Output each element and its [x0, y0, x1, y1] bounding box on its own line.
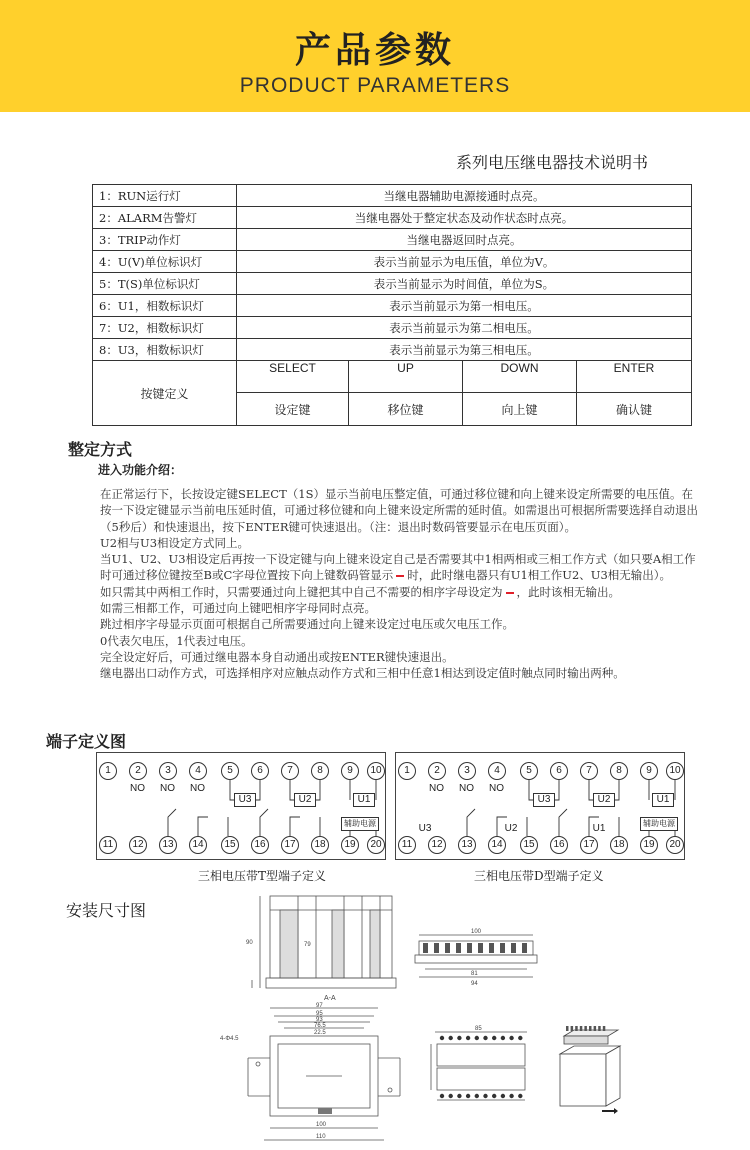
terminal-6: 6 [251, 762, 269, 780]
key-down [463, 360, 577, 426]
terminal-tooth [511, 943, 516, 953]
key-enter [577, 360, 691, 426]
terminal-tooth [423, 943, 428, 953]
dim-d100: 100 [471, 929, 482, 935]
terminal-strip-drawing [405, 925, 545, 990]
spec-row [93, 295, 692, 317]
terminal-9: 9 [640, 762, 658, 780]
terminal-tooth [478, 943, 483, 953]
terminal-16: 16 [550, 836, 568, 854]
setting-heading: 整定方式 [68, 440, 133, 459]
dim-w95: 95 [316, 1011, 323, 1017]
screw-dot [440, 1036, 444, 1040]
dim-d81: 81 [471, 971, 478, 977]
paragraph: 继电器出口动作方式，可选择相序对应触点动作方式和三相中任意1相达到设定值时触点同时输出两种。 [100, 666, 625, 681]
dim-w93: 93 [316, 1017, 323, 1023]
document-title: 系列电压继电器技术说明书 [456, 153, 649, 172]
dim-h90: 90 [246, 940, 253, 946]
spec-row [93, 251, 692, 273]
terminal-15: 15 [520, 836, 538, 854]
dim-d85: 85 [475, 1026, 482, 1032]
terminal-19: 19 [341, 836, 359, 854]
indicator-table [92, 184, 692, 361]
terminal-16: 16 [251, 836, 269, 854]
paragraph: 完全设定好后，可通过继电器本身自动通出或按ENTER键快速退出。 [100, 649, 454, 664]
screw-dot [492, 1036, 496, 1040]
dim-h79: 79 [304, 942, 311, 948]
u3-label: U3 [533, 793, 555, 807]
dim-w22: 22.5 [314, 1030, 326, 1036]
terminal-13: 13 [159, 836, 177, 854]
side-view-drawing [240, 888, 400, 1008]
u2-label: U2 [504, 823, 518, 834]
section-aa: A-A [324, 995, 336, 1002]
screw-dot [518, 1094, 522, 1098]
terminal-15: 15 [221, 836, 239, 854]
terminal-14: 14 [488, 836, 506, 854]
pin [594, 1026, 597, 1031]
screw-dot [509, 1036, 513, 1040]
no-label: NO [459, 783, 474, 794]
banner-title-cn: 产品参数 [294, 30, 455, 71]
screw-dot [475, 1036, 479, 1040]
screw-dot [449, 1036, 453, 1040]
dim-w97: 97 [316, 1003, 323, 1009]
spec-row [93, 185, 692, 207]
paragraph: 在正常运行下，长按设定键SELECT（1S）显示当前电压整定值，可通过移位键和向上键来设定所需要的电压值。在按一下设定键显示当前电压延时值，可通过移位键和向上键来设定所需的延时值。如需退出可根据所需要选择自动退出（5秒后）和快速退出，按下ENTER键可快速退出。（注：退出时数码管要显示在电压页面）。 [100, 487, 698, 534]
indicator-desc: 表示当前显示为电压值，单位为V。 [237, 251, 692, 273]
dim-w100: 100 [316, 1122, 327, 1128]
pin [575, 1026, 578, 1031]
paragraph [100, 551, 700, 584]
terminal-17: 17 [580, 836, 598, 854]
terminal-4: 4 [488, 762, 506, 780]
spec-row [93, 339, 692, 361]
dim-f42: 4-Φ4.5 [220, 1036, 239, 1042]
terminal-tooth [434, 943, 439, 953]
terminal-tooth [445, 943, 450, 953]
screw-dot [509, 1094, 513, 1098]
indicator-name: 2：ALARM告警灯 [93, 207, 237, 229]
dash-symbol [506, 592, 514, 594]
indicator-desc: 表示当前显示为第一相电压。 [237, 295, 692, 317]
indicator-name: 8：U3，相数标识灯 [93, 339, 237, 361]
indicator-desc: 当继电器处于整定状态及动作状态时点亮。 [237, 207, 692, 229]
terminal-12: 12 [428, 836, 446, 854]
terminal-2: 2 [129, 762, 147, 780]
indicator-desc: 表示当前显示为时间值，单位为S。 [237, 273, 692, 295]
no-label: NO [190, 783, 205, 794]
terminal-8: 8 [610, 762, 628, 780]
terminal-1: 1 [99, 762, 117, 780]
terminal-6: 6 [550, 762, 568, 780]
header-banner [0, 0, 750, 112]
spec-row [93, 207, 692, 229]
indicator-name: 4：U(V)单位标识灯 [93, 251, 237, 273]
pin [589, 1026, 592, 1031]
indicator-name: 5：T(S)单位标识灯 [93, 273, 237, 295]
setting-body [100, 486, 700, 682]
screw-dot [518, 1036, 522, 1040]
indicator-name: 1：RUN运行灯 [93, 185, 237, 207]
indicator-desc: 表示当前显示为第二相电压。 [237, 317, 692, 339]
screw-dot [492, 1094, 496, 1098]
terminal-5: 5 [520, 762, 538, 780]
banner-title-en: PRODUCT PARAMETERS [239, 74, 511, 97]
terminal-12: 12 [129, 836, 147, 854]
indicator-desc: 当继电器辅助电源接通时点亮。 [237, 185, 692, 207]
u2-label: U2 [294, 793, 316, 807]
screw-dot [449, 1094, 453, 1098]
text: ，此时该相无输出。 [516, 584, 620, 599]
install-heading: 安装尺寸图 [66, 901, 147, 920]
terminal-11: 11 [398, 836, 416, 854]
indicator-name: 3：TRIP动作灯 [93, 229, 237, 251]
isometric-drawing [548, 1016, 632, 1116]
terminal-5: 5 [221, 762, 239, 780]
terminal-plan-drawing [425, 1022, 537, 1112]
caption-t: 三相电压带T型端子定义 [198, 869, 327, 883]
key-cn: 确认键 [615, 403, 652, 417]
terminal-7: 7 [281, 762, 299, 780]
key-select [237, 360, 349, 426]
u1-label: U1 [353, 793, 375, 807]
indicator-name: 6：U1，相数标识灯 [93, 295, 237, 317]
key-definition-label: 按键定义 [93, 360, 237, 426]
pin [571, 1026, 574, 1031]
indicator-desc: 表示当前显示为第三相电压。 [237, 339, 692, 361]
terminal-4: 4 [189, 762, 207, 780]
paragraph: 0代表欠电压，1代表过电压。 [100, 633, 253, 648]
paragraph [100, 584, 700, 600]
screw-dot [483, 1094, 487, 1098]
text: 时，此时继电器只有U1相工作U2、U3相无输出）。 [407, 568, 672, 583]
no-label: NO [489, 783, 504, 794]
key-cn: 移位键 [387, 403, 424, 417]
indicator-name: 7：U2，相数标识灯 [93, 317, 237, 339]
pin [598, 1026, 601, 1031]
key-en: ENTER [577, 360, 691, 393]
pin [580, 1026, 583, 1031]
terminal-1: 1 [398, 762, 416, 780]
text: 如只需其中两相工作时，只需要通过向上键把其中自己不需要的相序字母设定为 [100, 584, 503, 599]
screw-dot [475, 1094, 479, 1098]
no-label: NO [160, 783, 175, 794]
pin [603, 1026, 606, 1031]
key-en: DOWN [463, 360, 576, 393]
key-cn: 设定键 [274, 403, 311, 417]
terminal-18: 18 [610, 836, 628, 854]
screw-dot [457, 1036, 461, 1040]
screw-dot [457, 1094, 461, 1098]
paragraph: 跳过相序字母显示页面可根据自己所需要通过向上键来设定过电压或欠电压工作。 [100, 617, 514, 632]
pin [566, 1026, 569, 1031]
no-label: NO [429, 783, 444, 794]
terminal-diagram-t [96, 752, 386, 860]
terminal-tooth [489, 943, 494, 953]
terminal-tooth [456, 943, 461, 953]
screw-dot [483, 1036, 487, 1040]
terminal-18: 18 [311, 836, 329, 854]
terminal-19: 19 [640, 836, 658, 854]
u1-label: U1 [652, 793, 674, 807]
key-en: UP [349, 360, 462, 393]
terminal-tooth [500, 943, 505, 953]
terminal-20: 20 [367, 836, 385, 854]
pin [584, 1026, 587, 1031]
spec-row [93, 273, 692, 295]
terminal-14: 14 [189, 836, 207, 854]
dim-d94: 94 [471, 981, 478, 987]
u3-label: U3 [234, 793, 256, 807]
terminal-3: 3 [458, 762, 476, 780]
screw-dot [466, 1094, 470, 1098]
no-label: NO [130, 783, 145, 794]
terminal-tooth [467, 943, 472, 953]
terminal-heading: 端子定义图 [46, 732, 127, 751]
screw-dot [501, 1094, 505, 1098]
u3-label: U3 [418, 823, 432, 834]
dash-symbol [396, 575, 404, 577]
caption-d: 三相电压带D型端子定义 [474, 869, 604, 883]
terminal-10: 10 [367, 762, 385, 780]
text: 当U1、U2、U3相设定后再按一下设定键与向上键来设定自己是否需要其中1相两相或三相工作方式（如只要A相工作时可通过移位键按至B或C字母位置按下向上键数码管显示 [100, 552, 696, 583]
terminal-diagram-d [395, 752, 685, 860]
key-up [349, 360, 463, 426]
aux-power-label: 辅助电源 [341, 817, 379, 831]
terminal-3: 3 [159, 762, 177, 780]
dim-w110: 110 [316, 1134, 326, 1140]
terminal-13: 13 [458, 836, 476, 854]
screw-dot [501, 1036, 505, 1040]
front-plan-drawing [218, 1000, 414, 1148]
terminal-7: 7 [580, 762, 598, 780]
terminal-2: 2 [428, 762, 446, 780]
terminal-9: 9 [341, 762, 359, 780]
spec-row [93, 317, 692, 339]
terminal-11: 11 [99, 836, 117, 854]
u2-label: U2 [593, 793, 615, 807]
terminal-tooth [522, 943, 527, 953]
terminal-8: 8 [311, 762, 329, 780]
terminal-17: 17 [281, 836, 299, 854]
setting-subheading: 进入功能介绍： [98, 463, 183, 477]
key-definition-row [92, 360, 692, 426]
terminal-20: 20 [666, 836, 684, 854]
paragraph: U2相与U3相设定方式同上。 [100, 535, 250, 550]
dim-w76: 76.5 [314, 1023, 326, 1029]
screw-dot [440, 1094, 444, 1098]
key-en: SELECT [237, 360, 348, 393]
paragraph: 如需三相都工作，可通过向上键吧相序字母同时点亮。 [100, 601, 376, 616]
aux-power-label: 辅助电源 [640, 817, 678, 831]
indicator-desc: 当继电器返回时点亮。 [237, 229, 692, 251]
terminal-10: 10 [666, 762, 684, 780]
spec-row [93, 229, 692, 251]
key-cn: 向上键 [501, 403, 538, 417]
screw-dot [466, 1036, 470, 1040]
u1-label: U1 [592, 823, 606, 834]
